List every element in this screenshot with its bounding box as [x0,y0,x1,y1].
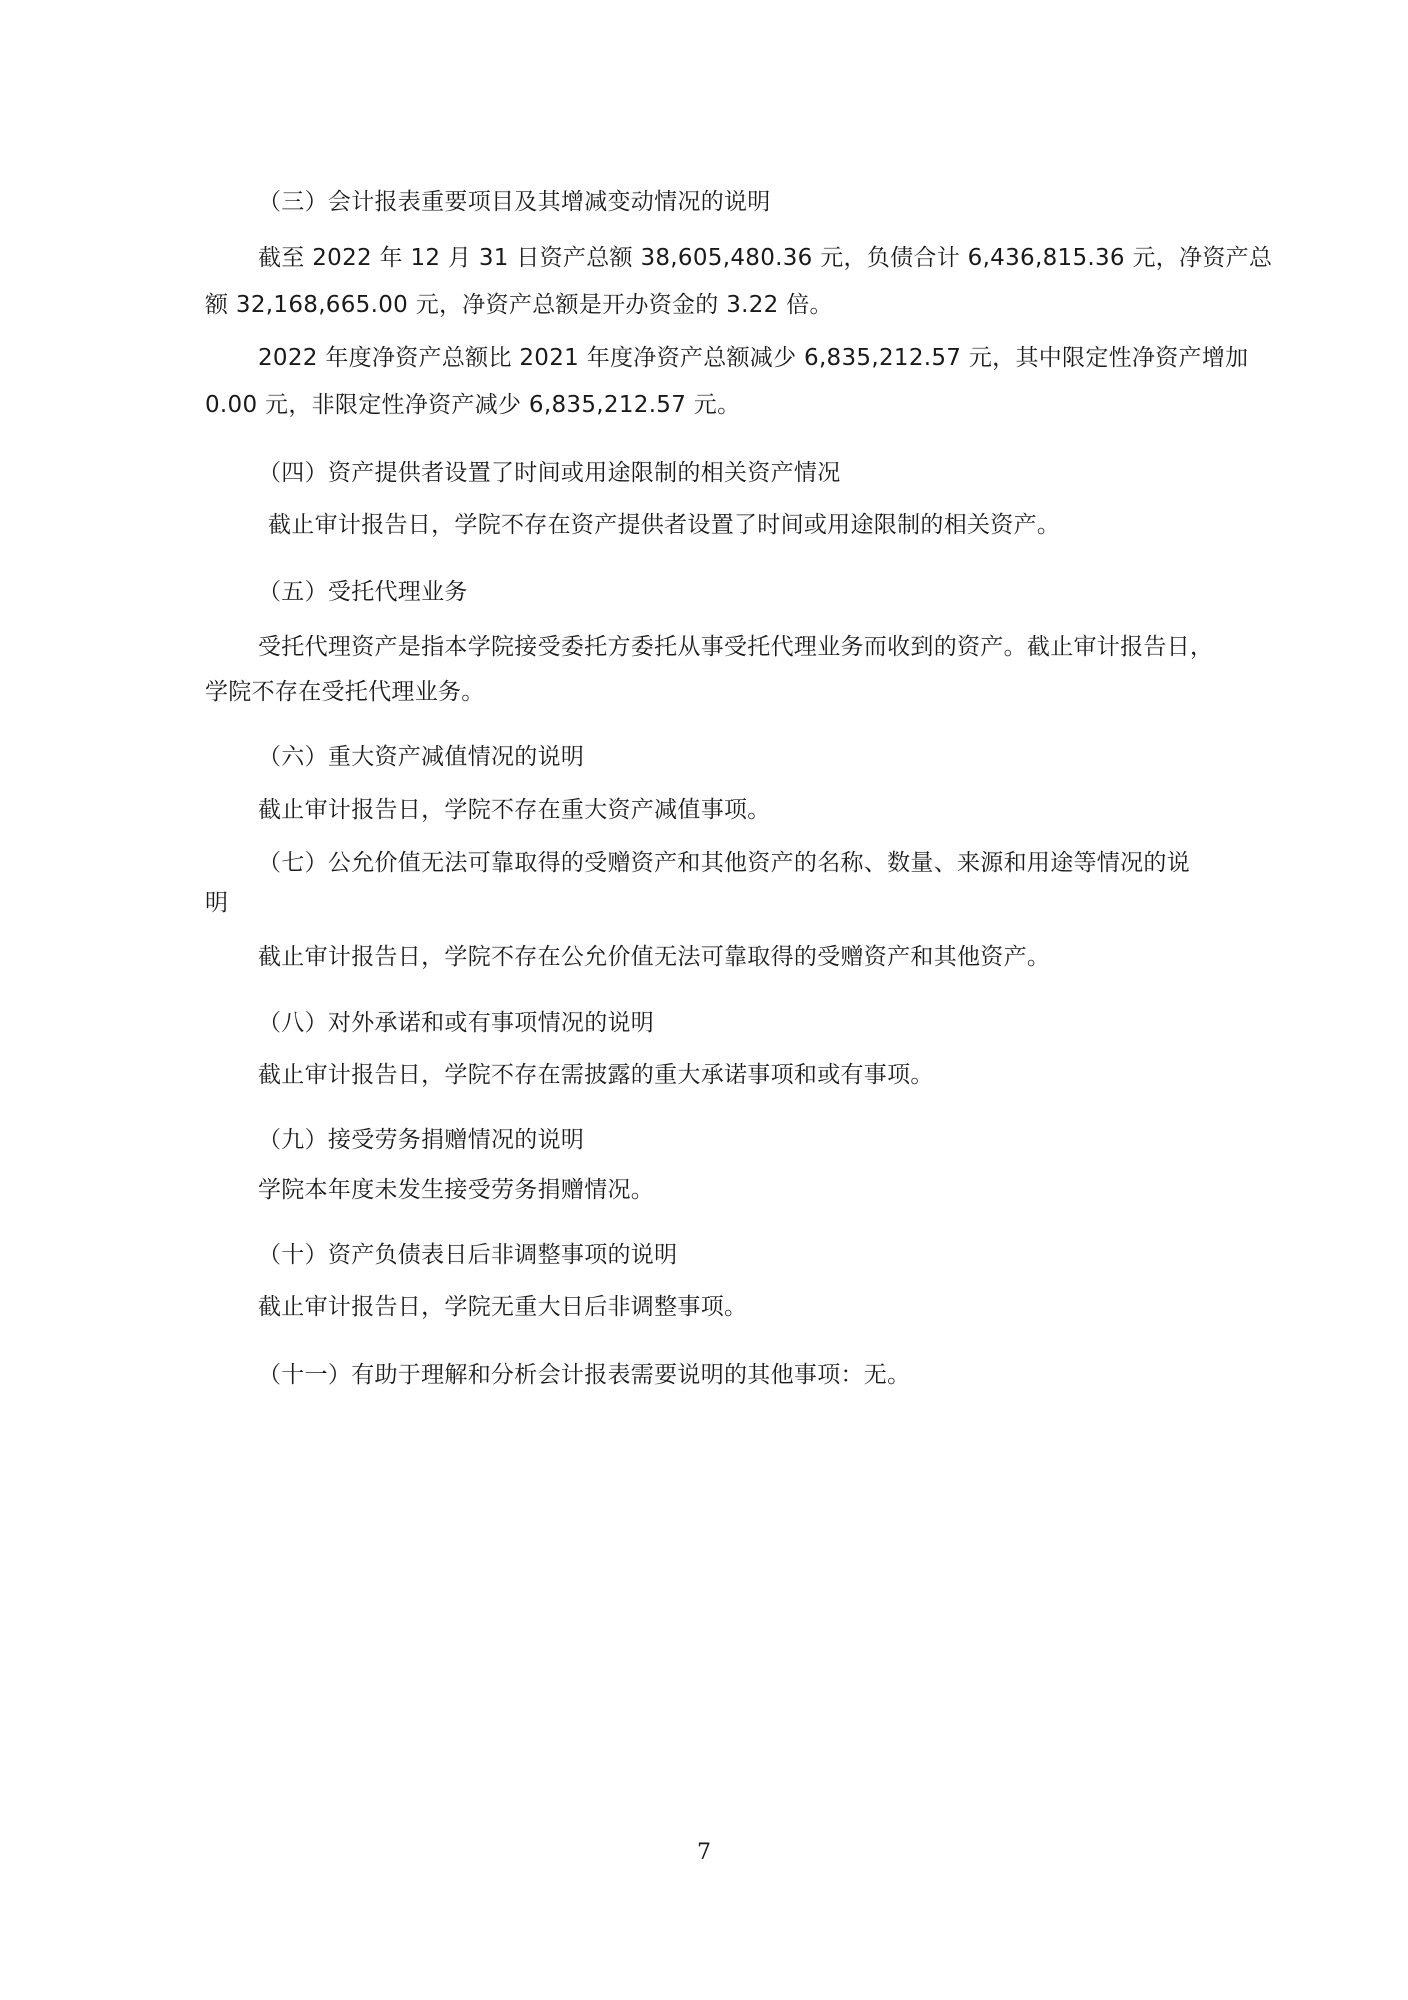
section-5-line-1: 受托代理资产是指本学院接受委托方委托从事受托代理业务而收到的资产。截止审计报告日， [258,634,1214,660]
section-9-heading: （九）接受劳务捐赠情况的说明 [258,1127,585,1153]
section-8-line-1: 截止审计报告日，学院不存在需披露的重大承诺事项和或有事项。 [258,1062,934,1088]
section-4-line-1: 截止审计报告日，学院不存在资产提供者设置了时间或用途限制的相关资产。 [268,512,1061,538]
section-7-heading-continued: 明 [205,890,229,916]
section-3-line-4: 0.00 元，非限定性净资产减少 6,835,212.57 元。 [205,392,741,418]
section-3-line-2: 额 32,168,665.00 元，净资产总额是开办资金的 3.22 倍。 [205,292,833,318]
section-3-heading: （三）会计报表重要项目及其增减变动情况的说明 [258,189,771,215]
section-3-line-1: 截至 2022 年 12 月 31 日资产总额 38,605,480.36 元，负债合计 6,436,815.36 元，净资产总 [258,245,1273,271]
section-7-line-1: 截止审计报告日，学院不存在公允价值无法可靠取得的受赠资产和其他资产。 [258,944,1051,970]
page-number: 7 [697,1840,711,1865]
section-6-heading: （六）重大资产减值情况的说明 [258,744,585,770]
section-10-heading: （十）资产负债表日后非调整事项的说明 [258,1242,678,1268]
section-4-heading: （四）资产提供者设置了时间或用途限制的相关资产情况 [258,460,841,486]
section-7-heading: （七）公允价值无法可靠取得的受赠资产和其他资产的名称、数量、来源和用途等情况的说 [258,850,1190,876]
section-8-heading: （八）对外承诺和或有事项情况的说明 [258,1010,655,1036]
section-5-heading: （五）受托代理业务 [258,579,468,605]
section-6-line-1: 截止审计报告日，学院不存在重大资产减值事项。 [258,797,771,823]
section-10-line-1: 截止审计报告日，学院无重大日后非调整事项。 [258,1294,748,1320]
section-3-line-3: 2022 年度净资产总额比 2021 年度净资产总额减少 6,835,212.57 元，其中限定性净资产增加 [258,345,1249,371]
section-5-line-2: 学院不存在受托代理业务。 [205,679,485,705]
section-11-heading: （十一）有助于理解和分析会计报表需要说明的其他事项：无。 [258,1362,911,1388]
section-9-line-1: 学院本年度未发生接受劳务捐赠情况。 [258,1177,655,1203]
